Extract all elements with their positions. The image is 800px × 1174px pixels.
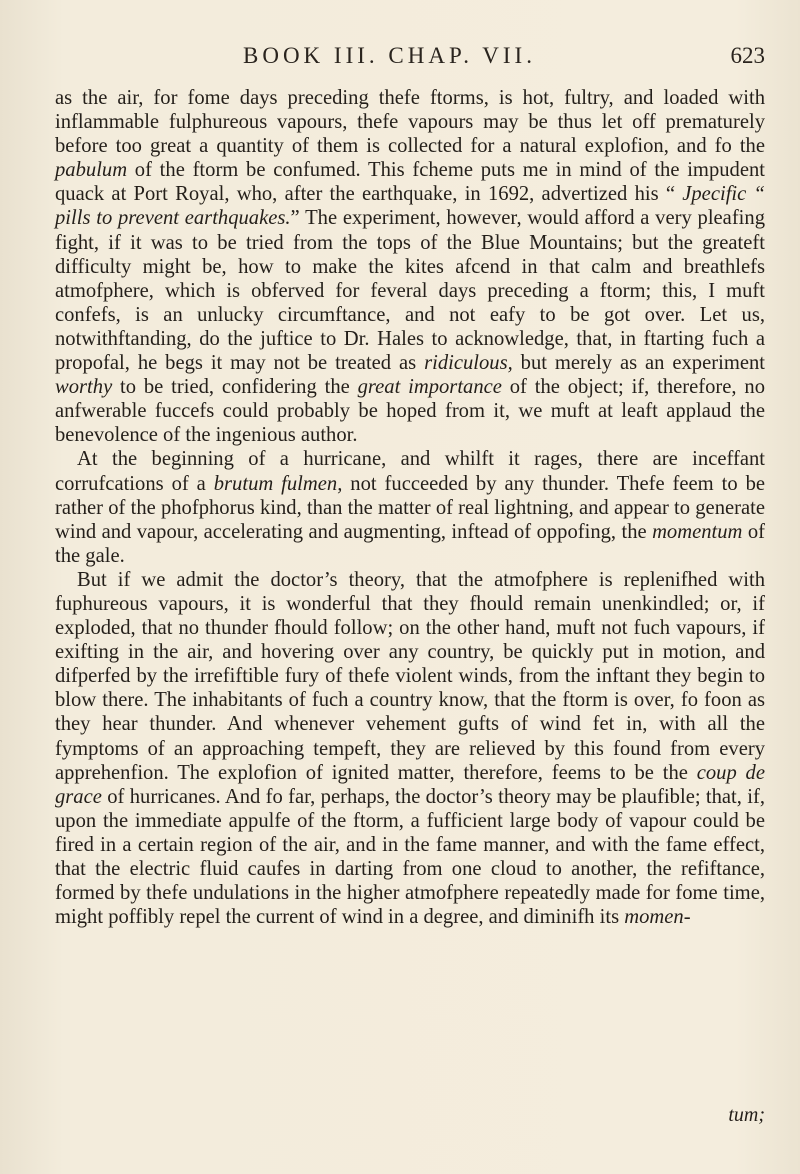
italic-run: worthy <box>55 376 113 399</box>
paragraph-1 <box>55 86 765 447</box>
text-run: but merely as an experiment <box>512 352 765 375</box>
page-header <box>55 43 765 75</box>
running-head: BOOK III. CHAP. VII. <box>243 43 536 68</box>
italic-run: ridiculous, <box>424 352 513 375</box>
paragraph-2 <box>55 447 765 567</box>
text-run: as the air, for fome days preceding thefe ftorms, is hot, fultry, and loaded with inflammable fulphureous vapours, thefe vapours may be thus let off prematurely before too great a quantity of them is collected for a natural explofion, and fo the <box>55 87 765 158</box>
text-run: At the beginning of a hurricane, and whilft it rages, there are inceffant corrufcations of a <box>55 448 765 495</box>
catchword: tum; <box>728 1104 765 1126</box>
text-run: of the gale. <box>55 520 765 567</box>
paragraph-3 <box>55 568 765 929</box>
italic-run: Jpecific “ pills to prevent earthquakes. <box>55 183 765 230</box>
text-run: to be tried, confidering the <box>112 376 358 399</box>
page-number: 623 <box>730 43 765 68</box>
italic-run: momen- <box>624 906 691 929</box>
italic-run: momentum <box>652 520 743 543</box>
italic-run: coup de grace <box>55 761 765 808</box>
text-run: ” The experiment, however, would afford a very pleafing fight, if it was to be tried from the tops of the Blue Mountains; but the greateft difficulty might be, how to make the kites afcend in that calm and breathlefs atmofphere, which is obferved for feveral days preceding a ftorm; this, I muft confefs, is an unlucky circumftance, and not eafy to be got over. Let us, notwithftanding, do the juftice to Dr. Hales to acknowledge, that, in ftarting fuch a propofal, he begs it may not be treated as <box>55 207 765 375</box>
italic-run: great importance <box>357 376 502 399</box>
italic-run: pabulum <box>55 159 128 182</box>
text-run: not fucceeded by any thunder. Thefe feem to be rather of the phofphorus kind, than the matter of real lightning, and appear to generate wind and vapour, accelerating and augmenting, inftead of oppofing, the <box>55 472 766 543</box>
body-text <box>55 86 765 929</box>
text-run: of hurricanes. And fo far, perhaps, the doctor’s theory may be plaufible; that, if, upon the immediate appulfe of the ftorm, a fufficient large body of vapour could be fired in a certain region of the air, and in the fame manner, and with the fame effect, that the electric fluid caufes in darting from one cloud to another, the refiftance, formed by thefe undulations in the higher atmofphere repeatedly made for fome time, might poffibly repel the current of wind in a degree, and diminifh its <box>55 785 765 929</box>
text-run: of the ftorm be confumed. This fcheme puts me in mind of the impudent quack at Port Royal, who, after the earthquake, in 1692, advertized his “ <box>55 159 765 206</box>
text-run: of the object; if, therefore, no anfwerable fuccefs could probably be hoped from it, we muft at leaft applaud the benevolence of the ingenious author. <box>55 376 765 447</box>
italic-run: brutum fulmen, <box>213 472 343 495</box>
text-run: But if we admit the doctor’s theory, that the atmofphere is replenifhed with fuphureous vapours, it is wonderful that they fhould remain unenkindled; or, if exploded, that no thunder fhould follow; on the other hand, muft not fuch vapours, if exifting in the air, and hovering over any country, be quickly put in motion, and difperfed by the irrefiftible fury of thefe violent winds, from the inftant they begin to blow there. The inhabitants of fuch a country know, that the ftorm is over, fo foon as they hear thunder. And whenever vehement gufts of wind fet in, with all the fymptoms of an approaching tempeft, they are relieved by this found from every apprehenfion. The explofion of ignited matter, therefore, feems to be the <box>55 568 765 784</box>
